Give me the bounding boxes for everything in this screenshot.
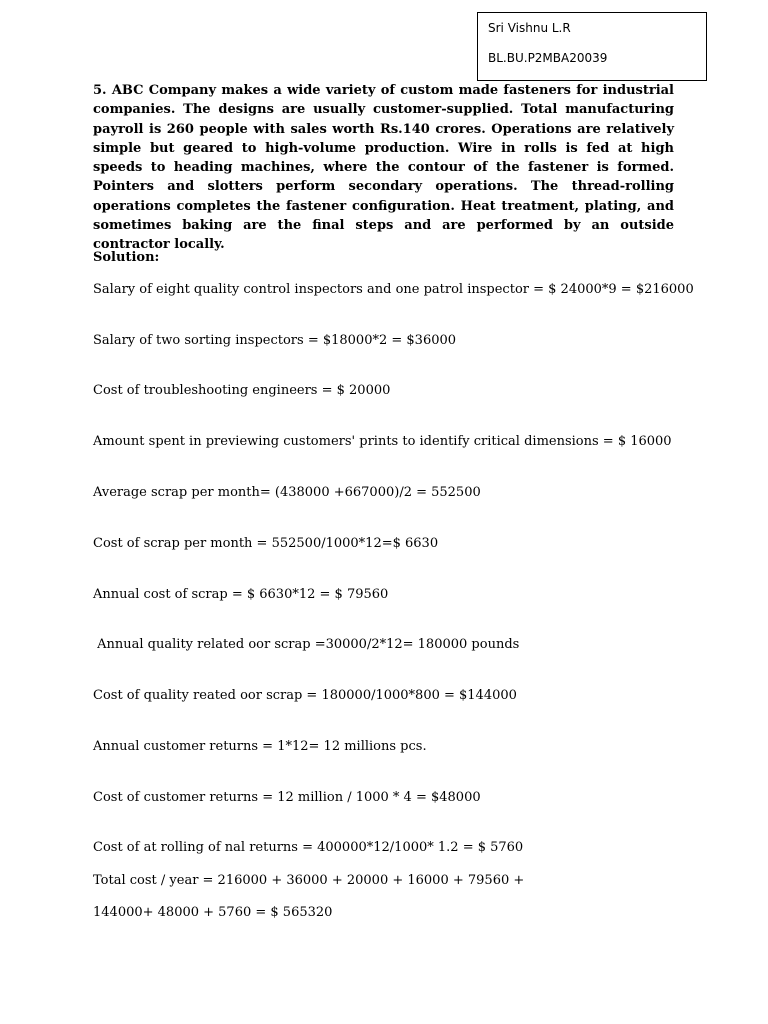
solution-line: Total cost / year = 216000 + 36000 + 20000 + 16000 + 79560 + [93, 873, 525, 888]
solution-line: Cost of quality reated oor scrap = 180000/1000*800 = $144000 [93, 688, 517, 703]
solution-heading: Solution: [93, 250, 160, 265]
solution-line: Cost of customer returns = 12 million / 1000 * 4 = $48000 [93, 790, 481, 805]
author-id: BL.BU.P2MBA20039 [488, 51, 608, 65]
solution-line: Salary of eight quality control inspectors and one patrol inspector = $ 24000*9 = $216000 [93, 282, 694, 297]
solution-line: Annual quality related oor scrap =30000/2*12= 180000 pounds [93, 637, 520, 652]
solution-line: Amount spent in previewing customers' prints to identify critical dimensions = $ 16000 [93, 434, 672, 449]
author-name: Sri Vishnu L.R [488, 21, 571, 35]
solution-line: Cost of at rolling of nal returns = 400000*12/1000* 1.2 = $ 5760 [93, 840, 524, 855]
solution-line: Salary of two sorting inspectors = $18000*2 = $36000 [93, 333, 457, 348]
solution-line: Annual customer returns = 1*12= 12 millions pcs. [93, 739, 427, 754]
solution-line: 144000+ 48000 + 5760 = $ 565320 [93, 905, 333, 920]
solution-line: Average scrap per month= (438000 +667000)/2 = 552500 [93, 485, 481, 500]
author-info-box [477, 12, 707, 81]
solution-line: Cost of troubleshooting engineers = $ 20000 [93, 383, 391, 398]
solution-line: Annual cost of scrap = $ 6630*12 = $ 79560 [93, 587, 389, 602]
question-paragraph: 5. ABC Company makes a wide variety of custom made fasteners for industrial companies. The designs are usually customer-supplied. Total manufacturing payroll is 260 people with sales worth Rs.140 crores. Operations are relatively simple but geared to high-volume production. Wire in rolls is fed at high speeds to heading machines, where the contour of the fastener is formed. Pointers and slotters perform secondary operations. The thread-rolling operations completes the fastener configuration. Heat treatment, plating, and sometimes baking are the final steps and are performed by an outside contractor locally. [93, 83, 674, 253]
solution-line: Cost of scrap per month = 552500/1000*12=$ 6630 [93, 536, 439, 551]
